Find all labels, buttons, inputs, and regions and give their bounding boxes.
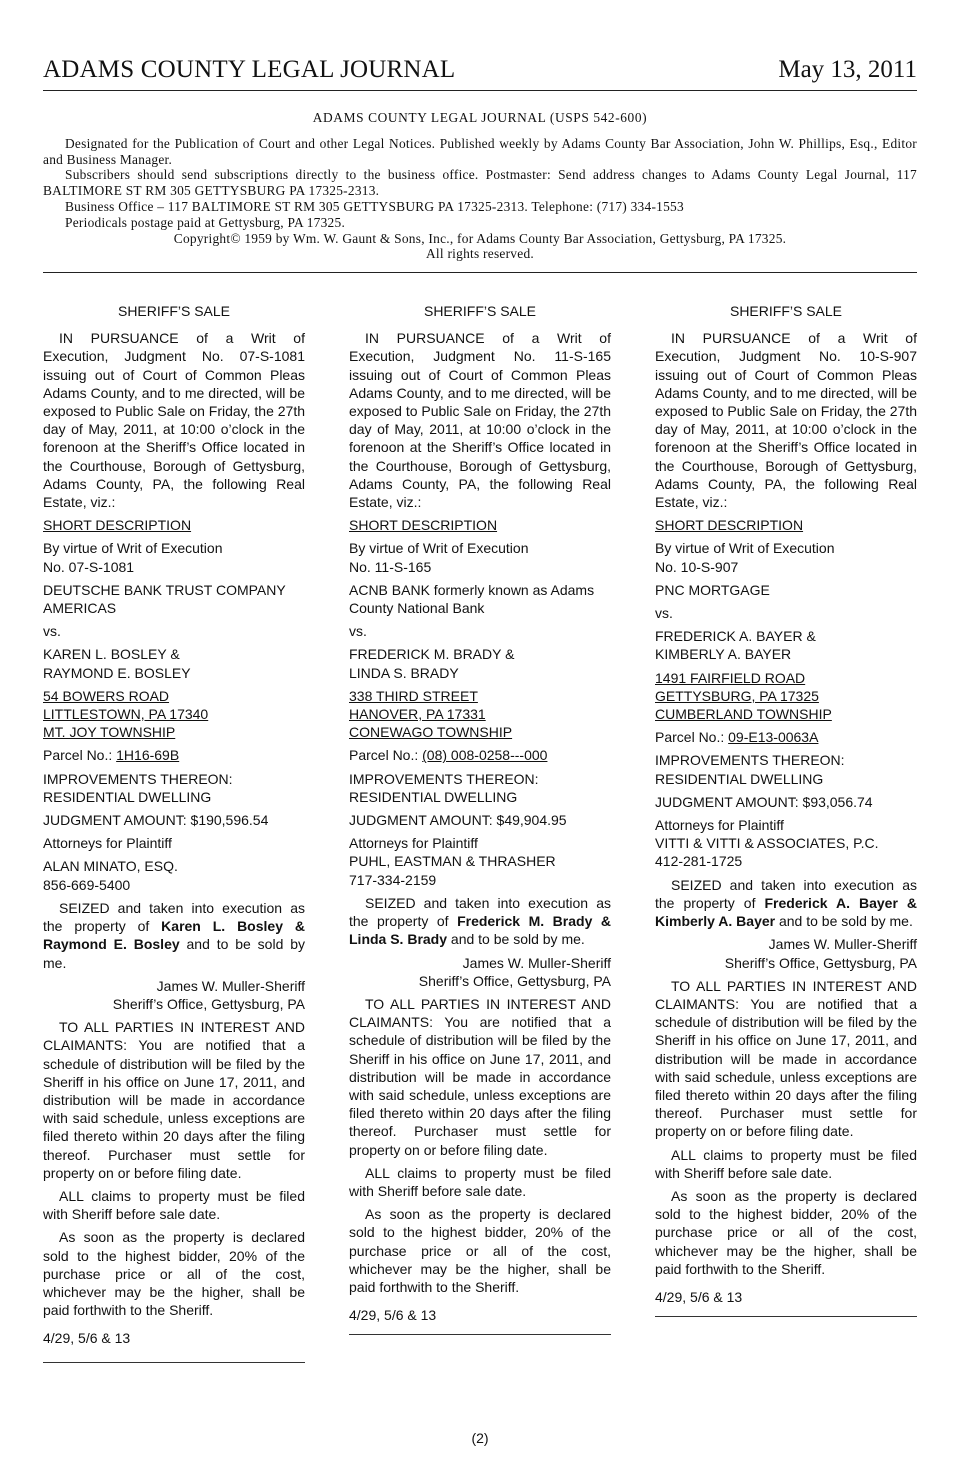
defendant-line: RAYMOND E. BOSLEY (43, 664, 191, 681)
issue-date: May 13, 2011 (778, 56, 917, 83)
improvements-line: RESIDENTIAL DWELLING (655, 770, 824, 787)
parcel-label: Parcel No.: (655, 729, 729, 746)
versus-label: vs. (349, 623, 367, 640)
sheriff-name: James W. Muller-Sheriff (768, 936, 917, 953)
seized-statement (655, 876, 917, 931)
defendants-block (349, 645, 611, 681)
claims-notice: ALL claims to property must be filed with Sheriff before sale date. (349, 1164, 611, 1199)
sale-heading: SHERIFF’S SALE (729, 303, 843, 319)
address-line: 1491 FAIRFIELD ROAD (655, 669, 806, 686)
judgment-amount: JUDGMENT AMOUNT: $190,596.54 (43, 812, 269, 829)
masthead-rights: All rights reserved. (425, 246, 534, 262)
sheriff-sale-column-1 (43, 302, 305, 1363)
seized-text-end: and to be sold by me. (447, 931, 585, 948)
address-line: MT. JOY TOWNSHIP (43, 724, 176, 741)
column-end-rule (43, 1362, 305, 1363)
defendant-line: FREDERICK M. BRADY & (349, 646, 515, 663)
defendant-line: LINDA S. BRADY (349, 664, 459, 681)
page-header (43, 52, 917, 91)
payment-notice: As soon as the property is declared sold to the highest bidder, 20% of the purchase price or all of the cost, whichever may be the higher, shall be paid forthwith to the Sheriff. (43, 1229, 305, 1319)
attorney-line: 412-281-1725 (655, 853, 743, 870)
attorney-line: 856-669-5400 (43, 876, 131, 893)
sheriff-name: James W. Muller-Sheriff (156, 977, 305, 994)
address-line: LITTLESTOWN, PA 17340 (43, 706, 209, 723)
address-line: GETTYSBURG, PA 17325 (655, 687, 819, 704)
sheriff-name: James W. Muller-Sheriff (462, 954, 611, 971)
versus-label: vs. (655, 605, 673, 622)
defendant-line: KAREN L. BOSLEY & (43, 646, 180, 663)
improvements-block (43, 770, 305, 806)
parcel-number (349, 746, 611, 764)
payment-notice: As soon as the property is declared sold to the highest bidder, 20% of the purchase price or all of the cost, whichever may be the higher, shall be paid forthwith to the Sheriff. (655, 1187, 917, 1277)
distribution-notice: TO ALL PARTIES IN INTEREST AND CLAIMANTS: You are notified that a schedule of distribution will be filed by the Sheriff in his office on June 17, 2011, and distribution will be made in accordance with said schedule, unless exceptions are filed thereto within 20 days after the filing thereof. Purchaser must settle for property on or before filing date. (43, 1019, 305, 1181)
attorneys-block (655, 816, 917, 871)
publication-dates: 4/29, 5/6 & 13 (43, 1330, 131, 1347)
attorneys-label: Attorneys for Plaintiff (655, 817, 784, 834)
improvements-line: RESIDENTIAL DWELLING (349, 788, 518, 805)
defendant-line: FREDERICK A. BAYER & (655, 628, 816, 645)
publication-dates: 4/29, 5/6 & 13 (349, 1307, 437, 1324)
plaintiff-block (655, 581, 917, 599)
writ-block (655, 539, 917, 575)
publication-dates: 4/29, 5/6 & 13 (655, 1288, 743, 1305)
short-description-label: SHORT DESCRIPTION (43, 517, 192, 534)
writ-block (349, 539, 611, 575)
address-line: 54 BOWERS ROAD (43, 687, 170, 704)
defendant-line: KIMBERLY A. BAYER (655, 646, 792, 663)
masthead-subscribers: Subscribers should send subscriptions directly to the business office. Postmaster: Send address changes to Adams County Legal Journal, 117 BALTIMORE ST RM 305 GETTYSBURG PA 17325-2313. (43, 167, 917, 199)
sheriff-office: Sheriff’s Office, Gettysburg, PA (724, 954, 917, 971)
attorney-block (43, 857, 305, 893)
improvements-line: IMPROVEMENTS THEREON: (43, 770, 233, 787)
writ-line: By virtue of Writ of Execution (43, 540, 223, 557)
column-end-rule (655, 1316, 917, 1317)
sheriff-office: Sheriff’s Office, Gettysburg, PA (112, 995, 305, 1012)
property-address (655, 669, 917, 724)
sale-heading: SHERIFF’S SALE (423, 303, 537, 319)
distribution-notice: TO ALL PARTIES IN INTEREST AND CLAIMANTS: You are notified that a schedule of distribution will be filed by the Sheriff in his office on June 17, 2011, and distribution will be made in accordance with said schedule, unless exceptions are filed thereto within 20 days after the filing thereof. Purchaser must settle for property on or before filing date. (349, 995, 611, 1158)
page-number: (2) (471, 1430, 489, 1446)
masthead-divider (43, 272, 917, 273)
journal-name: ADAMS COUNTY LEGAL JOURNAL (43, 56, 456, 83)
writ-line: By virtue of Writ of Execution (655, 540, 835, 557)
defendants-block (43, 645, 305, 681)
improvements-block (655, 751, 917, 787)
claims-notice: ALL claims to property must be filed with Sheriff before sale date. (655, 1146, 917, 1181)
claims-notice: ALL claims to property must be filed with Sheriff before sale date. (43, 1187, 305, 1223)
judgment-amount: JUDGMENT AMOUNT: $93,056.74 (655, 793, 873, 810)
sheriff-office: Sheriff’s Office, Gettysburg, PA (418, 972, 611, 989)
versus-label: vs. (43, 623, 61, 640)
seized-owner-names: Frederick A. Bayer & Kimberly A. Bayer (655, 894, 917, 930)
seized-owner-names: Karen L. Bosley & Raymond E. Bosley (43, 918, 305, 953)
sale-intro: IN PURSUANCE of a Writ of Execution, Judgment No. 07-S-1081 issuing out of Court of Common Pleas Adams County, and to me directed, will be exposed to Public Sale on Friday, the 27th day of May, 2011, at 10:00 o’clock in the forenoon at the Sheriff’s Office located in the Courthouse, Borough of Gettysburg, Adams County, PA, the following Real Estate, viz.: (43, 330, 306, 511)
seized-owner-names: Frederick M. Brady & Linda S. Brady (349, 913, 611, 948)
masthead-title: ADAMS COUNTY LEGAL JOURNAL (USPS 542-600) (312, 110, 648, 125)
writ-number: No. 07-S-1081 (43, 558, 135, 575)
short-description-label: SHORT DESCRIPTION (655, 517, 804, 534)
attorney-line: PUHL, EASTMAN & THRASHER (349, 853, 556, 870)
writ-block (43, 539, 305, 575)
plaintiff-block (349, 581, 611, 617)
defendants-block (655, 627, 917, 663)
address-line: CONEWAGO TOWNSHIP (349, 724, 513, 741)
sheriff-sale-column-2 (349, 302, 611, 1335)
address-line: HANOVER, PA 17331 (349, 706, 486, 723)
judgment-amount: JUDGMENT AMOUNT: $49,904.95 (349, 812, 567, 829)
writ-line: By virtue of Writ of Execution (349, 540, 529, 557)
sheriff-sale-column-3 (655, 302, 917, 1317)
address-line: CUMBERLAND TOWNSHIP (655, 706, 832, 723)
writ-number: No. 11-S-165 (349, 558, 432, 575)
parcel-value: 09-E13-0063A (728, 729, 819, 746)
attorney-line: ALAN MINATO, ESQ. (43, 858, 178, 875)
property-address (43, 687, 305, 742)
plaintiff-block (43, 581, 305, 617)
distribution-notice: TO ALL PARTIES IN INTEREST AND CLAIMANTS: You are notified that a schedule of distribution will be filed by the Sheriff in his office on June 17, 2011, and distribution will be made in accordance with said schedule, unless exceptions are filed thereto within 20 days after the filing thereof. Purchaser must settle for property on or before filing date. (655, 977, 917, 1140)
address-line: 338 THIRD STREET (349, 687, 478, 704)
improvements-block (349, 770, 611, 806)
improvements-line: IMPROVEMENTS THEREON: (349, 770, 539, 787)
masthead-periodicals: Periodicals postage paid at Gettysburg, PA 17325. (65, 214, 346, 230)
seized-text: SEIZED and taken into execution as the property of (655, 876, 917, 911)
plaintiff-line: DEUTSCHE BANK TRUST COMPANY (43, 581, 286, 598)
plaintiff-line: ACNB BANK formerly known as Adams (349, 581, 595, 598)
attorneys-label: Attorneys for Plaintiff (43, 835, 172, 852)
property-address (349, 687, 611, 742)
parcel-label: Parcel No.: (349, 747, 423, 764)
seized-statement (43, 899, 305, 972)
seized-text: SEIZED and taken into execution as the property of (349, 894, 611, 930)
parcel-value: (08) 008-0258---000 (422, 747, 548, 764)
masthead-designated: Designated for the Publication of Court and other Legal Notices. Published weekly by Adams County Bar Association, John W. Phillips, Esq., Editor and Business Manager. (43, 135, 917, 167)
payment-notice: As soon as the property is declared sold to the highest bidder, 20% of the purchase price or all of the cost, whichever may be the higher, shall be paid forthwith to the Sheriff. (349, 1206, 611, 1295)
parcel-number (655, 728, 917, 746)
plaintiff-line: AMERICAS (43, 600, 117, 617)
plaintiff-line: County National Bank (349, 600, 485, 617)
parcel-value: 1H16-69B (116, 747, 180, 764)
seized-text-end: and to be sold by me. (775, 913, 913, 930)
parcel-label: Parcel No.: (43, 747, 117, 764)
masthead (43, 110, 917, 262)
attorney-line: 717-334-2159 (349, 871, 437, 888)
improvements-line: IMPROVEMENTS THEREON: (655, 752, 845, 769)
column-end-rule (349, 1334, 611, 1335)
parcel-number (43, 746, 305, 764)
masthead-business-office: Business Office – 117 BALTIMORE ST RM 305 GETTYSBURG PA 17325-2313. Telephone: (717) 334-1553 (65, 198, 684, 214)
plaintiff-line: PNC MORTGAGE (655, 581, 770, 598)
writ-number: No. 10-S-907 (655, 558, 739, 575)
sale-intro: IN PURSUANCE of a Writ of Execution, Judgment No. 11-S-165 issuing out of Court of Common Pleas Adams County, and to me directed, will be exposed to Public Sale on Friday, the 27th day of May, 2011, at 10:00 o’clock in the forenoon at the Sheriff’s Office located in the Courthouse, Borough of Gettysburg, Adams County, PA, the following Real Estate, viz.: (349, 330, 612, 511)
masthead-copyright: Copyright© 1959 by Wm. W. Gaunt & Sons, Inc., for Adams County Bar Association, Gettysburg, PA 17325. (173, 230, 787, 246)
short-description-label: SHORT DESCRIPTION (349, 517, 498, 534)
sale-heading: SHERIFF’S SALE (117, 303, 231, 319)
seized-statement (349, 894, 611, 949)
attorney-line: VITTI & VITTI & ASSOCIATES, P.C. (655, 835, 879, 852)
sale-intro: IN PURSUANCE of a Writ of Execution, Judgment No. 10-S-907 issuing out of Court of Common Pleas Adams County, and to me directed, will be exposed to Public Sale on Friday, the 27th day of May, 2011, at 10:00 o’clock in the forenoon at the Sheriff’s Office located in the Courthouse, Borough of Gettysburg, Adams County, PA, the following Real Estate, viz.: (655, 330, 918, 511)
improvements-line: RESIDENTIAL DWELLING (43, 788, 212, 805)
seized-text: SEIZED and taken into execution as the property of (43, 899, 305, 935)
attorneys-block (349, 834, 611, 889)
seized-text-end: and to be sold by me. (43, 936, 305, 971)
attorneys-label: Attorneys for Plaintiff (349, 835, 478, 852)
